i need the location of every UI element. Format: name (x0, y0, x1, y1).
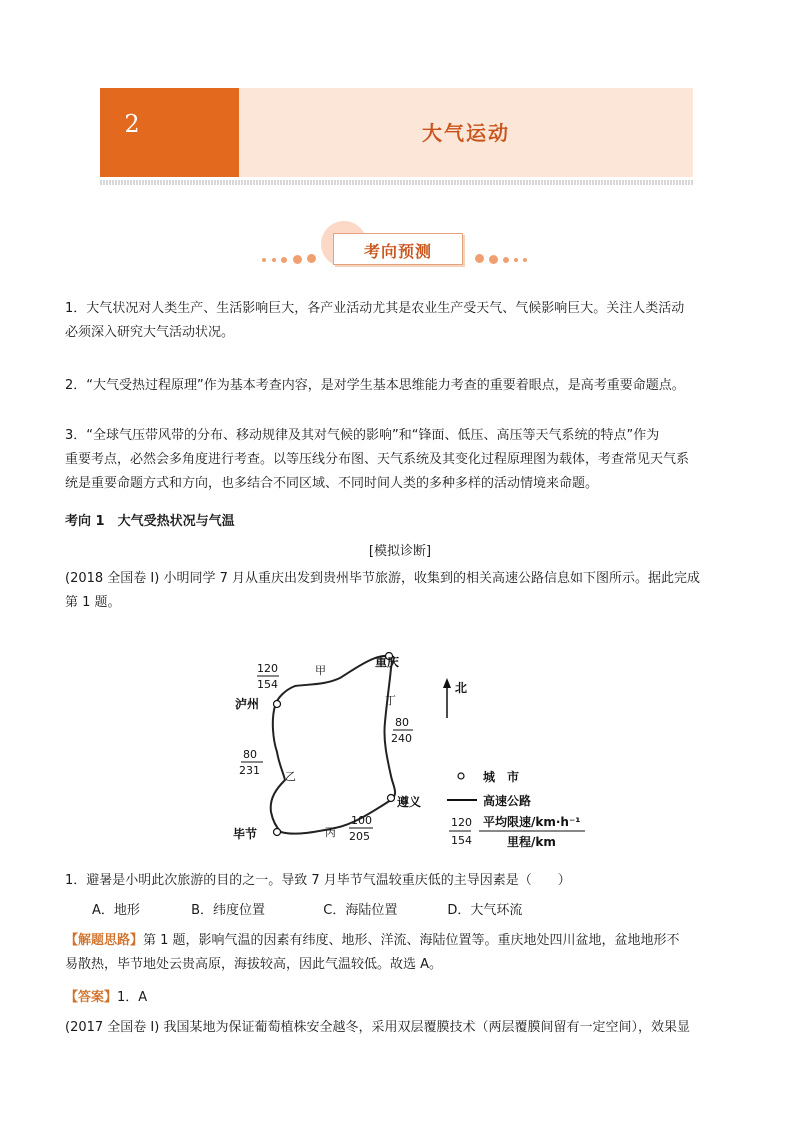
decor-dot (293, 255, 302, 264)
decor-dot (514, 258, 518, 262)
city-label-luzhou: 泸州 (235, 697, 260, 711)
paragraph-2 (65, 374, 735, 398)
section-badge-label: 考向预测 (363, 242, 432, 261)
header-divider (100, 180, 693, 185)
decor-dot (489, 255, 498, 264)
legend-highway-label: 高速公路 (483, 794, 532, 808)
decor-dot (307, 254, 316, 263)
text-line (65, 929, 735, 953)
question-stem: 1．避暑是小明此次旅游的目的之一。导致 7 月毕节气温较重庆低的主导因素是（ ） (65, 873, 571, 888)
option-a: A．地形 (92, 903, 140, 918)
legend-city-icon (458, 773, 464, 779)
chapter-number: 2 (124, 110, 140, 138)
paragraph-3 (65, 424, 735, 496)
city-marker-bijie (274, 829, 281, 836)
text-line: 2．“大气受热过程原理”作为基本考查内容，是对学生基本思维能力考查的重要着眼点，是高考重要命题点。 (65, 378, 685, 393)
segment-label-yi: 乙 (285, 770, 296, 783)
legend-example-top: 120 (451, 816, 472, 829)
north-arrow-head-icon (443, 678, 451, 688)
next-question-intro: (2017 全国卷 I) 我国某地为保证葡萄植株安全越冬，采用双层覆膜技术（两层覆膜间留有一定空间），效果显 (65, 1020, 690, 1035)
option-c: C．海陆位置 (323, 903, 398, 918)
segment-speed-bing: 100 (351, 814, 372, 827)
answer-line (65, 986, 735, 1010)
text-line: (2018 全国卷 I) 小明同学 7 月从重庆出发到贵州毕节旅游，收集到的相关高速公路信息如下图所示。据此完成 (65, 571, 700, 586)
segment-label-ding: 丁 (385, 694, 396, 707)
segment-speed-jia: 120 (257, 662, 278, 675)
segment-label-bing: 丙 (325, 826, 336, 839)
legend-example-bottom: 154 (451, 834, 472, 847)
segment-label-jia: 甲 (315, 664, 326, 677)
text-line: 3．“全球气压带风带的分布、移动规律及其对气候的影响”和“锋面、低压、高压等天气系统的特点”作为 (65, 428, 660, 443)
answer-label: 【答案】 (65, 990, 118, 1005)
legend-speed-label: 平均限速/km·h⁻¹ (483, 815, 581, 829)
segment-speed-yi: 80 (243, 748, 257, 761)
city-marker-zunyi (388, 795, 395, 802)
decor-dot (272, 258, 276, 262)
paragraph-1 (65, 297, 735, 345)
text-line: 第 1 题。 (65, 595, 121, 610)
topic-heading: 考向 1 大气受热状况与气温 (65, 514, 235, 529)
segment-distance-bing: 205 (349, 830, 370, 843)
text-line: 易散热，毕节地处云贵高原，海拔较高，因此气温较低。故选 A。 (65, 957, 443, 972)
text-line: 统是重要命题方式和方向，也多结合不同区域、不同时间人类的多种多样的活动情境来命题。 (65, 476, 599, 491)
text-line: 1．大气状况对人类生产、生活影响巨大，各产业活动尤其是农业生产受天气、气候影响巨大。关注人类活动 (65, 301, 685, 316)
city-label-zunyi: 遵义 (397, 795, 422, 809)
text-line: 重要考点，必然会多角度进行考查。以等压线分布图、天气系统及其变化过程原理图为载体，考查常见天气系 (65, 452, 690, 467)
sub-heading: [模拟诊断] (368, 544, 432, 559)
decor-dot (281, 257, 287, 263)
decor-dot (262, 258, 266, 262)
highway-route (271, 656, 395, 834)
analysis-block (65, 929, 735, 977)
city-label-chongqing: 重庆 (375, 655, 400, 669)
decor-dot (503, 257, 509, 263)
answer-text: 1．A (117, 990, 148, 1005)
north-label: 北 (455, 681, 468, 695)
analysis-label: 【解题思路】 (65, 933, 144, 948)
question-options (92, 899, 652, 923)
city-label-bijie: 毕节 (233, 827, 258, 841)
segment-distance-ding: 240 (391, 732, 412, 745)
city-marker-luzhou (274, 701, 281, 708)
analysis-text: 第 1 题，影响气温的因素有纬度、地形、洋流、海陆位置等。重庆地处四川盆地，盆地地形不 (143, 933, 680, 948)
segment-speed-ding: 80 (395, 716, 409, 729)
highway-map-figure (225, 640, 595, 862)
text-line: 必须深入研究大气活动状况。 (65, 325, 235, 340)
legend-city-label: 城 市 (483, 770, 520, 784)
segment-distance-jia: 154 (257, 678, 278, 691)
chapter-title: 大气运动 (422, 121, 510, 145)
segment-distance-yi: 231 (239, 764, 260, 777)
option-d: D．大气环流 (447, 903, 523, 918)
decor-dot (475, 254, 484, 263)
option-b: B．纬度位置 (191, 903, 266, 918)
decor-dot (523, 258, 527, 262)
question-intro (65, 567, 735, 615)
legend-distance-label: 里程/km (507, 835, 556, 849)
